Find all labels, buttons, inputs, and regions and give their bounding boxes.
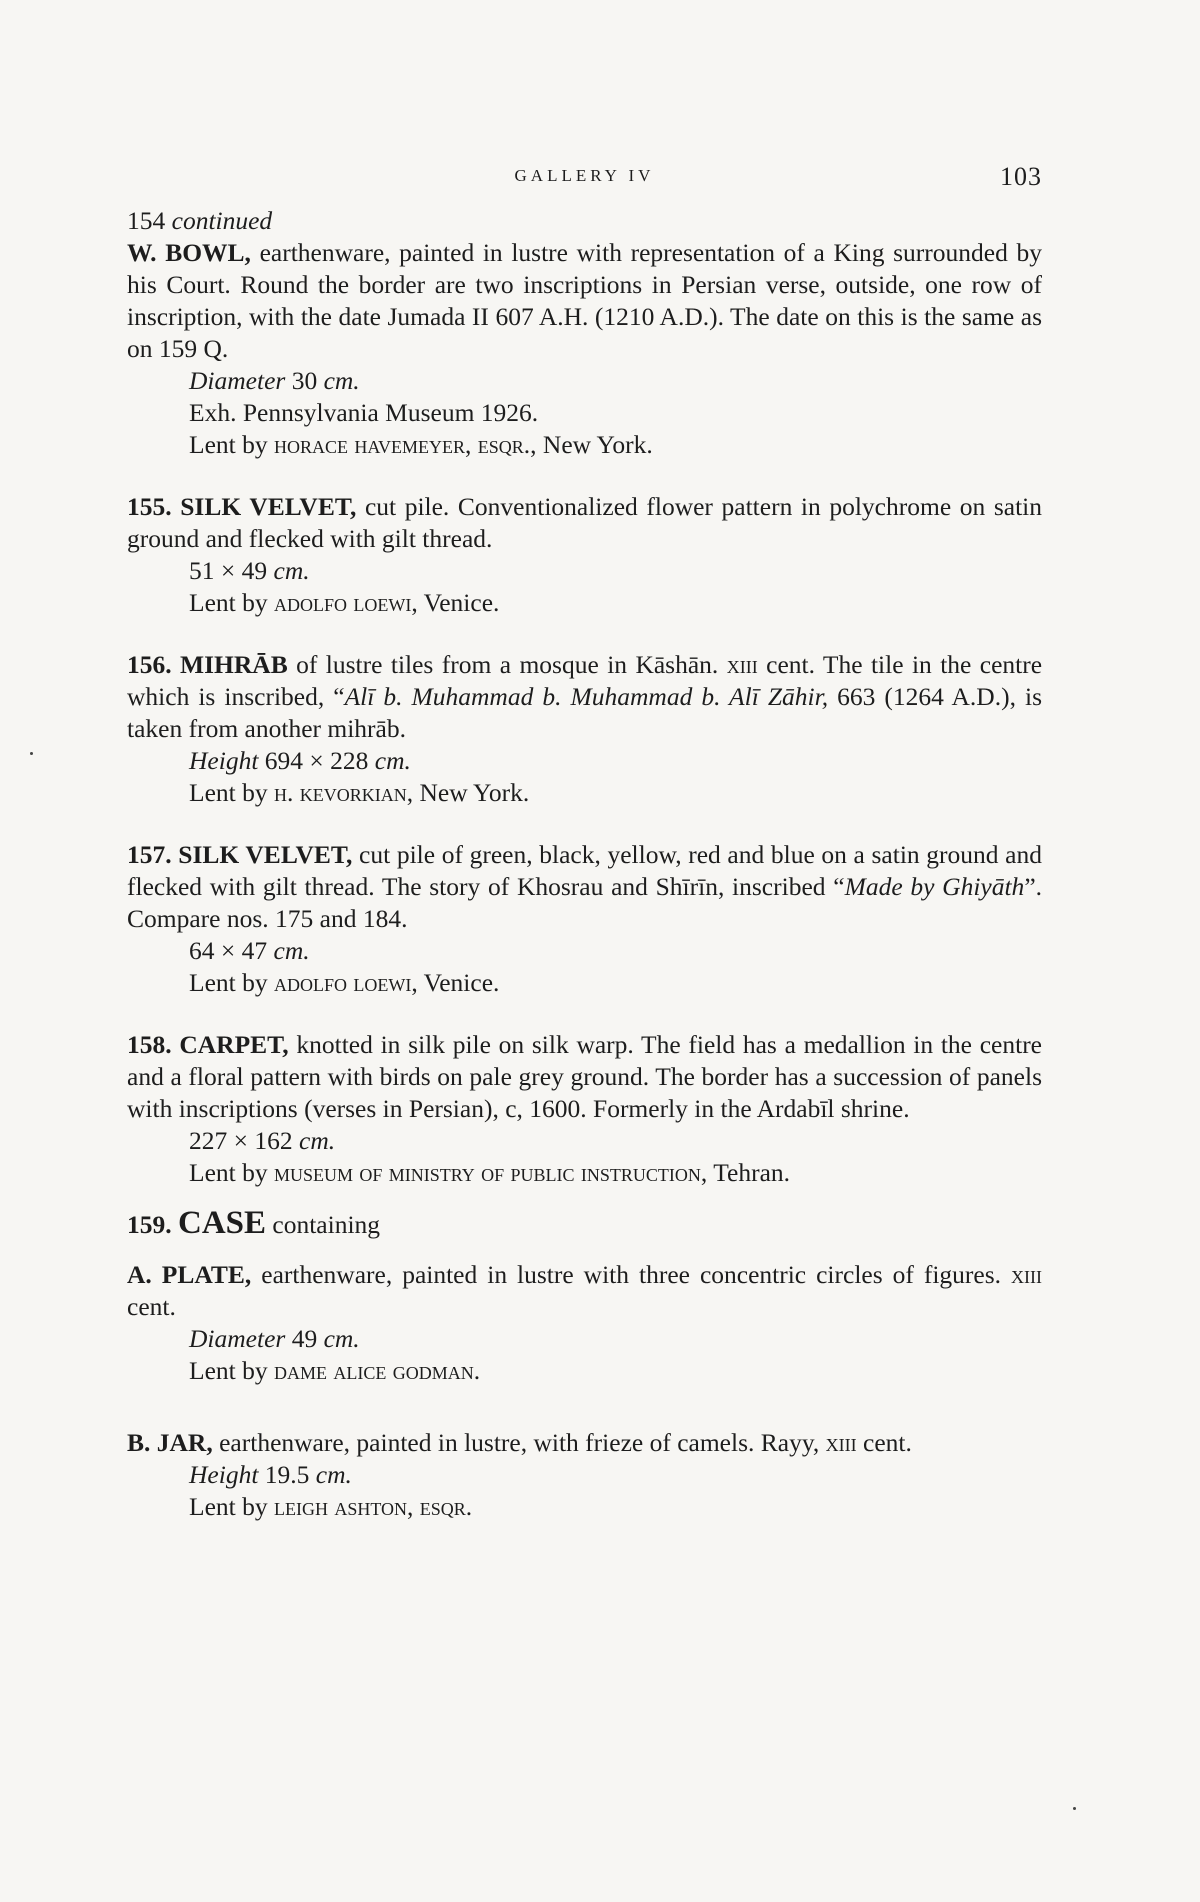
- entry-lender: Lent by dame alice godman.: [189, 1356, 481, 1385]
- entry-title: PLATE,: [161, 1260, 252, 1289]
- entry-description: W. BOWL, earthenware, painted in lustre with representation of a King surrounded by his Court. Round the border are two inscriptions in Persian verse, outside, one row of inscription, with the date Jumada II 607 A.H. (1210 A.D.). The date on this is the same as on 159 Q.: [127, 238, 1043, 363]
- entry-measure: 227 × 162 cm.: [189, 1126, 336, 1155]
- entry-title: BOWL,: [165, 238, 251, 267]
- entry-lender: Lent by h. kevorkian, New York.: [189, 778, 530, 807]
- entry-measure: 64 × 47 cm.: [189, 936, 310, 965]
- entry-description: B. JAR, earthenware, painted in lustre, with frieze of camels. Rayy, xiii cent.: [127, 1428, 912, 1457]
- entry-description: 157. SILK VELVET, cut pile of green, black, yellow, red and blue on a satin ground and flecked with gilt thread. The story of Khosrau and Shīrīn, inscribed “Made by Ghiyāth”. Compare nos. 175 and 184.: [127, 840, 1043, 933]
- entry-157: [127, 839, 1042, 999]
- entry-description: A. PLATE, earthenware, painted in lustre with three concentric circles of figures. xiii cent.: [127, 1260, 1042, 1321]
- entry-number: 159.: [127, 1210, 172, 1239]
- entry-lender: Lent by adolfo loewi, Venice.: [189, 968, 500, 997]
- print-speck: [1073, 1807, 1076, 1810]
- entry-number: 156.: [127, 650, 172, 679]
- page-number: 103: [1000, 162, 1042, 191]
- entry-title: SILK VELVET,: [180, 492, 357, 521]
- entry-lender: Lent by museum of ministry of public instruction, Tehran.: [189, 1158, 791, 1187]
- entry-159a: [127, 1259, 1042, 1387]
- entry-156: [127, 649, 1042, 809]
- entry-number: 158.: [127, 1030, 172, 1059]
- catalogue-body: [127, 205, 1042, 1523]
- entry-description: 159. CASE containing: [127, 1205, 381, 1241]
- entry-158: [127, 1029, 1042, 1189]
- entry-number: W.: [127, 238, 157, 267]
- entry-measure: Height 694 × 228 cm.: [189, 746, 411, 775]
- entry-measure: 51 × 49 cm.: [189, 556, 310, 585]
- entry-lender: Lent by horace havemeyer, esqr., New York.: [189, 430, 653, 459]
- entry-description: 158. CARPET, knotted in silk pile on silk warp. The field has a medallion in the centre and a floral pattern with birds on pale grey ground. The border has a succession of panels with inscriptions (verses in Persian), c, 1600. Formerly in the Ardabīl shrine.: [127, 1030, 1043, 1123]
- entry-title: CARPET,: [179, 1030, 289, 1059]
- running-head: GALLERY IV: [514, 166, 655, 185]
- entry-number: 155.: [127, 492, 172, 521]
- entry-measure: Diameter 49 cm.: [189, 1324, 360, 1353]
- entry-lender: Lent by leigh ashton, esqr.: [189, 1492, 473, 1521]
- entry-159-case: [127, 1207, 1042, 1241]
- entry-number: A.: [127, 1260, 152, 1289]
- entry-measure: Diameter 30 cm.: [189, 366, 360, 395]
- entry-measure: Height 19.5 cm.: [189, 1460, 352, 1489]
- entry-155: [127, 491, 1042, 619]
- entry-number: B.: [127, 1428, 151, 1457]
- entry-description: 156. MIHRĀB of lustre tiles from a mosque in Kāshān. xiii cent. The tile in the centre which is inscribed, “Alī b. Muhammad b. Muhammad b. Alī Zāhir, 663 (1264 A.D.), is taken from another mihrāb.: [127, 650, 1043, 743]
- print-speck: [30, 752, 33, 755]
- entry-number: 157.: [127, 840, 172, 869]
- entry-159b: [127, 1427, 1042, 1523]
- entry-exhibition: Exh. Pennsylvania Museum 1926.: [189, 398, 539, 427]
- continued-line: 154 continued: [127, 206, 273, 235]
- entry-description: 155. SILK VELVET, cut pile. Conventionalized flower pattern in polychrome on satin ground and flecked with gilt thread.: [127, 492, 1043, 553]
- entry-154w: [127, 205, 1042, 461]
- entry-title: MIHRĀB: [180, 650, 288, 679]
- entry-lender: Lent by adolfo loewi, Venice.: [189, 588, 500, 617]
- entry-title: JAR,: [156, 1428, 213, 1457]
- entry-title: SILK VELVET,: [178, 840, 353, 869]
- entry-title: CASE: [178, 1205, 267, 1241]
- page-header: [127, 162, 1042, 202]
